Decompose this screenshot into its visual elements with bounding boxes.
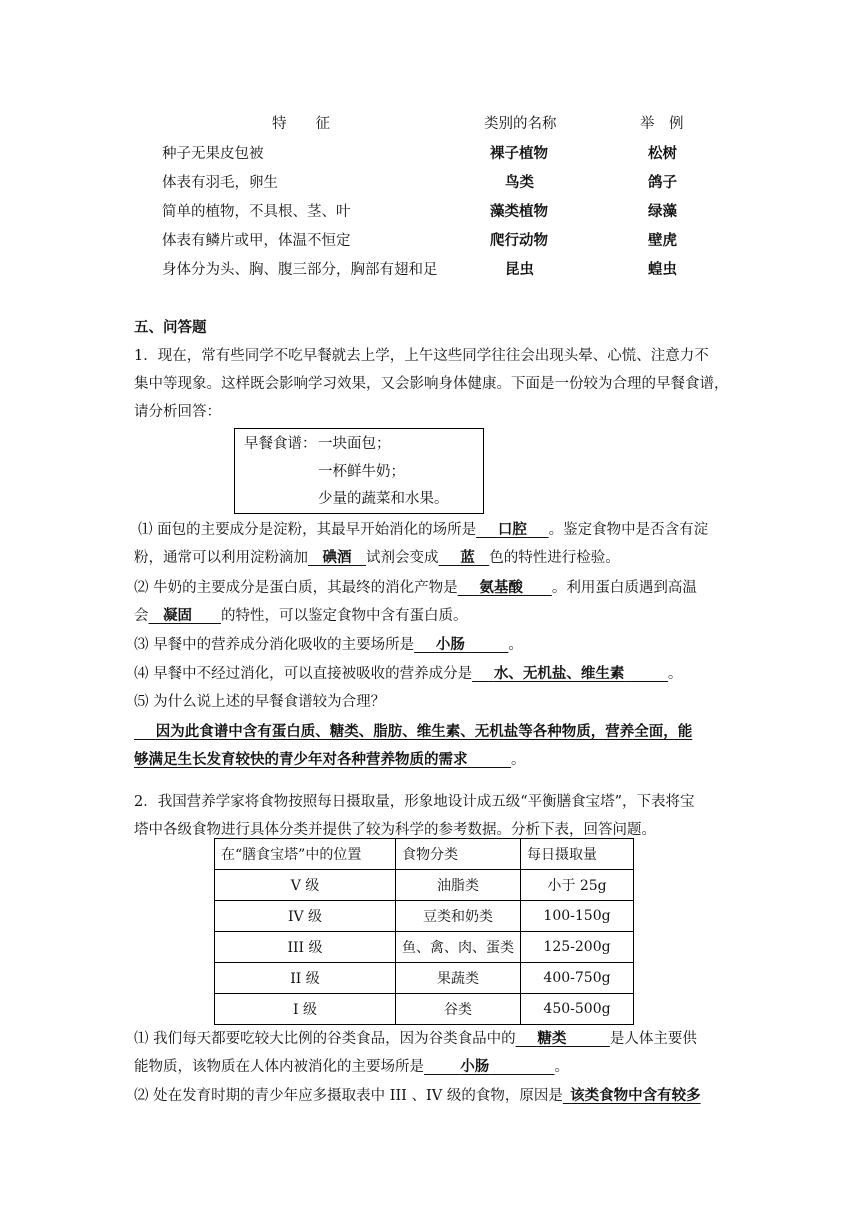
table-cell: 100-150g bbox=[521, 901, 634, 932]
feature-cell: 体表有鳞片或甲，体温不恒定 bbox=[162, 233, 351, 249]
q2-part1-line bbox=[134, 1055, 569, 1076]
q1-part5-question: ⑸ 为什么说上述的早餐食谱较为合理？ bbox=[134, 694, 386, 710]
feature-cell: 身体分为头、胸、腹三部分，胸部有翅和足 bbox=[162, 262, 438, 278]
question-text: 。利用蛋白质遇到高温 bbox=[551, 580, 697, 596]
question-text: 的特性，可以鉴定食物中含有蛋白质。 bbox=[221, 608, 468, 624]
answer-blank: 蓝 bbox=[460, 549, 475, 566]
feature-cell: 体表有羽毛，卵生 bbox=[162, 175, 278, 191]
q1-part5-answer: 够满足生长发育较快的青少年对各种营养物质的需求 。 bbox=[134, 751, 526, 768]
table-cell: 125-200g bbox=[521, 932, 634, 963]
q1-intro-line: 集中等现象。这样既会影响学习效果，又会影响身体健康。下面是一份较为合理的早餐食谱， bbox=[134, 376, 729, 392]
category-cell: 鸟类 bbox=[505, 174, 534, 191]
question-text: ⑴ 我们每天都要吃较大比例的谷类食品，因为谷类食品中的 bbox=[134, 1031, 516, 1047]
q1-part5-answer: 因为此食谱中含有蛋白质、糖类、脂肪、维生素、无机盐等各种物质，营养全面，能 bbox=[155, 723, 693, 740]
table-cell: 豆类和奶类 bbox=[396, 901, 521, 932]
q2-intro-line: 塔中各级食物进行具体分类并提供了较为科学的参考数据。分析下表，回答问题。 bbox=[134, 822, 656, 838]
feature-cell: 简单的植物，不具根、茎、叶 bbox=[162, 204, 351, 220]
question-text: ⑴ 面包的主要成分是淀粉，其最早开始消化的场所是 bbox=[138, 522, 477, 538]
question-text: 。 bbox=[667, 666, 683, 682]
answer-blank: 水、无机盐、维生素 bbox=[493, 665, 625, 682]
answer-blank: 碘酒 bbox=[322, 549, 352, 566]
table-row bbox=[215, 932, 634, 963]
example-cell: 鸽子 bbox=[648, 174, 677, 191]
table-header: 在“膳食宝塔”中的位置 bbox=[215, 839, 396, 870]
q1-intro-line: 1．现在，常有些同学不吃早餐就去上学，上午这些同学往往会出现头晕、心慌、注意力不 bbox=[134, 348, 709, 364]
q2-part2-line bbox=[134, 1084, 701, 1105]
answer-blank: 氨基酸 bbox=[479, 579, 523, 596]
question-text: 。 bbox=[554, 1059, 569, 1075]
question-text: ⑷ 早餐中不经过消化，可以直接被吸收的营养成分是 bbox=[134, 666, 473, 682]
section-title: 五、问答题 bbox=[134, 319, 207, 336]
table-header-row bbox=[215, 839, 634, 870]
table-cell: III 级 bbox=[215, 932, 396, 963]
q1-part2-line bbox=[134, 604, 468, 625]
category-cell: 爬行动物 bbox=[490, 232, 548, 249]
answer-blank: 凝固 bbox=[163, 607, 192, 624]
table-cell: 谷类 bbox=[396, 994, 521, 1025]
question-text: 色的特性进行检验。 bbox=[489, 550, 620, 566]
example-cell: 绿藻 bbox=[648, 203, 677, 220]
answer-blank: 小肠 bbox=[460, 1058, 490, 1075]
example-cell: 蝗虫 bbox=[648, 261, 677, 278]
q1-part3-line bbox=[134, 633, 523, 654]
table-cell: 400-750g bbox=[521, 963, 634, 994]
question-text: ⑵ 牛奶的主要成分是蛋白质，其最终的消化产物是 bbox=[134, 580, 458, 596]
table-cell: 450-500g bbox=[521, 994, 634, 1025]
q1-part1-line bbox=[134, 546, 620, 567]
header-example: 举 例 bbox=[640, 116, 684, 132]
example-cell: 松树 bbox=[648, 145, 677, 162]
question-text: 会 bbox=[134, 608, 149, 624]
table-cell: V 级 bbox=[215, 870, 396, 901]
q1-part4-line bbox=[134, 662, 682, 683]
table-row bbox=[215, 870, 634, 901]
question-text: 。 bbox=[508, 637, 523, 653]
question-text: 。鉴定食物中是否含有淀 bbox=[548, 522, 709, 538]
table-cell: II 级 bbox=[215, 963, 396, 994]
table-cell: 油脂类 bbox=[396, 870, 521, 901]
category-cell: 裸子植物 bbox=[490, 145, 548, 162]
feature-cell: 种子无果皮包被 bbox=[162, 146, 264, 162]
menu-item: 一块面包； bbox=[318, 436, 391, 452]
q1-part1-line bbox=[138, 518, 708, 539]
table-cell: 果蔬类 bbox=[396, 963, 521, 994]
answer-blank: 小肠 bbox=[435, 636, 465, 653]
menu-item: 少量的蔬菜和水果。 bbox=[318, 491, 449, 507]
answer-blank: 口腔 bbox=[497, 521, 527, 538]
q1-intro-line: 请分析回答： bbox=[134, 404, 221, 420]
q2-intro-line: 2．我国营养学家将食物按照每日摄取量，形象地设计成五级“平衡膳食宝塔”，下表将宝 bbox=[134, 794, 695, 810]
question-text: 能物质，该物质在人体内被消化的主要场所是 bbox=[134, 1059, 424, 1075]
table-cell: I 级 bbox=[215, 994, 396, 1025]
category-cell: 藻类植物 bbox=[490, 203, 548, 220]
question-text: 是人体主要供 bbox=[609, 1031, 697, 1047]
answer-blank: 该类食物中含有较多 bbox=[570, 1087, 701, 1104]
question-text: 试剂会变成 bbox=[366, 550, 439, 566]
table-row bbox=[215, 963, 634, 994]
table-header: 每日摄取量 bbox=[521, 839, 634, 870]
menu-label: 早餐食谱： bbox=[244, 436, 317, 452]
table-header: 食物分类 bbox=[396, 839, 521, 870]
table-cell: IV 级 bbox=[215, 901, 396, 932]
table-cell: 鱼、禽、肉、蛋类 bbox=[396, 932, 521, 963]
question-text: ⑶ 早餐中的营养成分消化吸收的主要场所是 bbox=[134, 637, 415, 653]
q2-part1-line bbox=[134, 1027, 697, 1048]
table-cell: 小于 25g bbox=[521, 870, 634, 901]
header-category: 类别的名称 bbox=[484, 116, 557, 132]
answer-blank: 糖类 bbox=[537, 1030, 567, 1047]
table-row bbox=[215, 994, 634, 1025]
q1-part2-line bbox=[134, 576, 697, 597]
question-text: ⑵ 处在发育时期的青少年应多摄取表中 III 、IV 级的食物，原因是 bbox=[134, 1088, 563, 1104]
menu-item: 一杯鲜牛奶； bbox=[318, 464, 405, 480]
header-feature: 特 征 bbox=[272, 116, 330, 132]
example-cell: 壁虎 bbox=[648, 232, 677, 249]
category-cell: 昆虫 bbox=[505, 261, 534, 278]
diet-pagoda-table bbox=[214, 838, 634, 1025]
question-text: 粉，通常可以利用淀粉滴加 bbox=[134, 550, 308, 566]
table-row bbox=[215, 901, 634, 932]
